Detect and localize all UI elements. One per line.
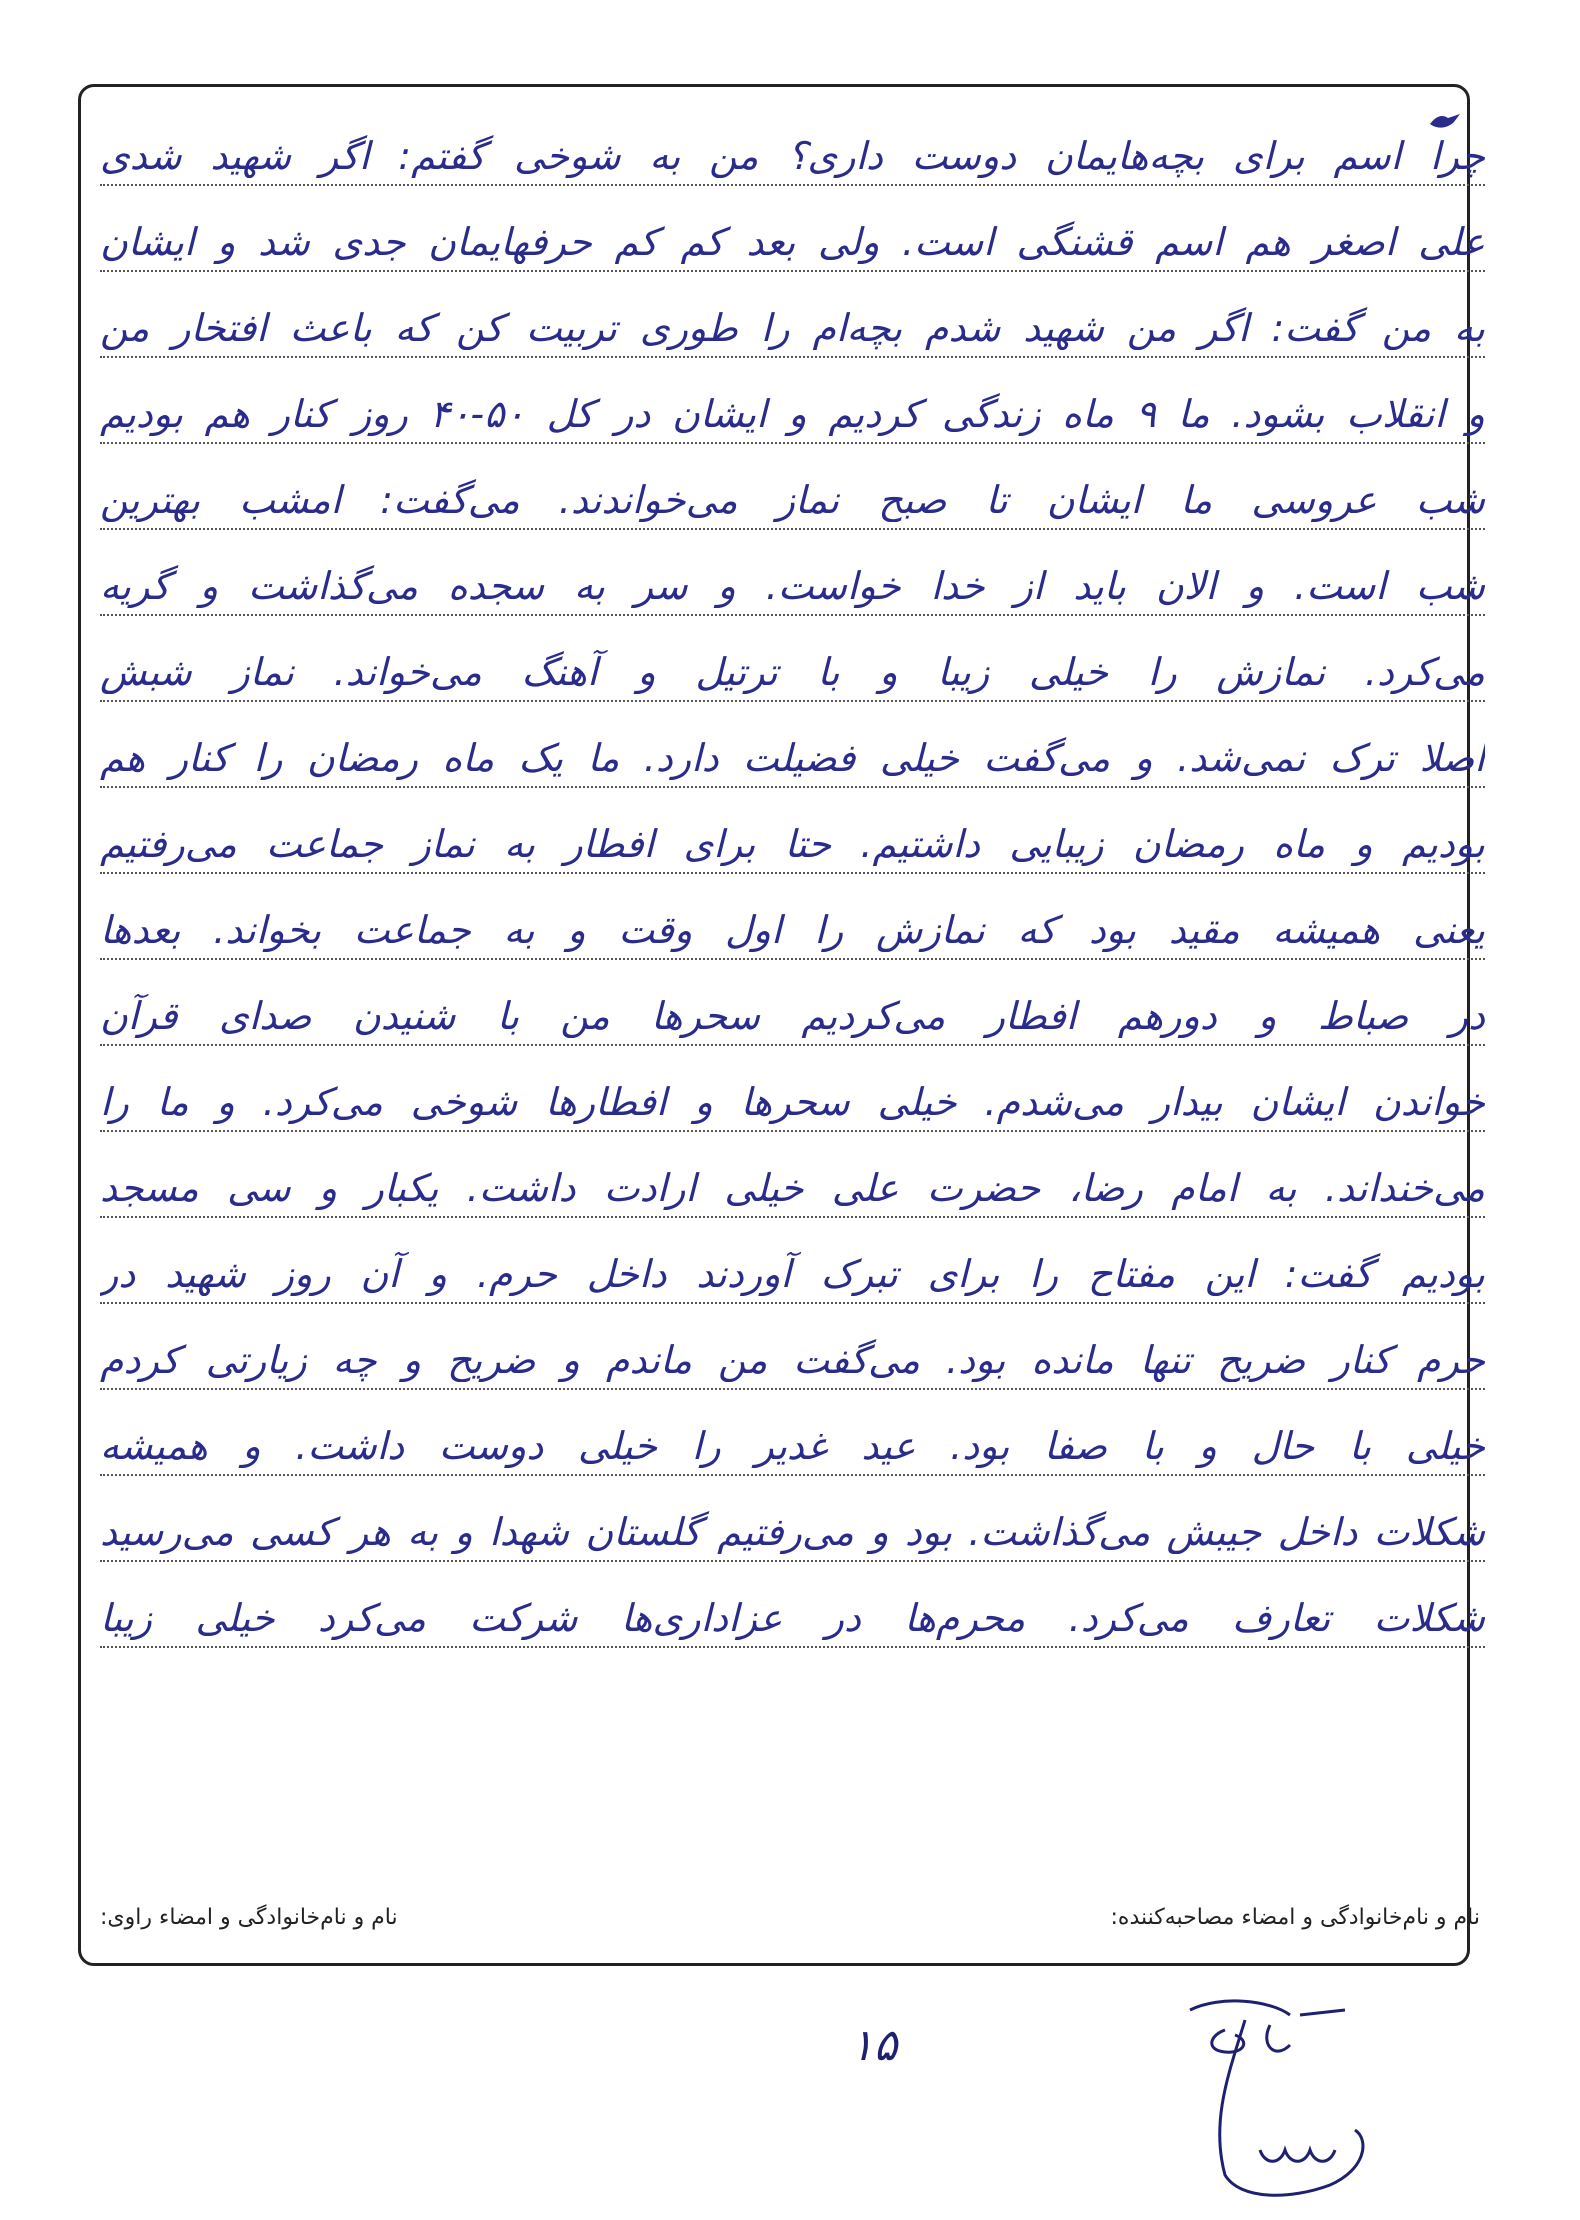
handwritten-line: شب است. و الان باید از خدا خواست. و سر به سجده می‌گذاشت و گریه [100,564,1485,608]
handwritten-line: می‌کرد. نمازش را خیلی زیبا و با ترتیل و آهنگ می‌خواند. نماز شبش [100,650,1485,694]
handwritten-line: شکلات تعارف می‌کرد. محرم‌ها در عزاداری‌ها شرکت می‌کرد خیلی زیبا [100,1596,1485,1640]
handwritten-line: در صباط و دورهم افطار می‌کردیم سحرها من با شنیدن صدای قرآن [100,994,1485,1038]
ruled-line [100,702,1485,788]
ruled-line [100,1562,1485,1648]
handwritten-line: شب عروسی ما ایشان تا صبح نماز می‌خواندند. می‌گفت: امشب بهترین [100,478,1485,522]
ruled-line [100,1390,1485,1476]
narrator-signature-label: نام و نام‌خانوادگی و امضاء راوی: [100,1905,398,1930]
signature-footer [100,1905,1480,1945]
handwritten-line: بودیم و ماه رمضان زیبایی داشتیم. حتا برای افطار به نماز جماعت می‌رفتیم [100,822,1485,866]
ruled-line [100,874,1485,960]
handwritten-line: می‌خنداند. به امام رضا، حضرت علی خیلی ارادت داشت. یکبار و سی مسجد [100,1166,1485,1210]
handwritten-line: خیلی با حال و با صفا بود. عید غدیر را خیلی دوست داشت. و همیشه [100,1424,1485,1468]
handwritten-line: شکلات داخل جیبش می‌گذاشت. بود و می‌رفتیم گلستان شهدا و به هر کسی می‌رسید [100,1510,1485,1554]
handwritten-signature [1150,1990,1390,2205]
interviewer-signature-label: نام و نام‌خانوادگی و امضاء مصاحبه‌کننده: [1110,1905,1480,1930]
ruled-line [100,1218,1485,1304]
handwritten-line: چرا اسم برای بچه‌هایمان دوست داری؟ من به شوخی گفتم: اگر شهید شدی [100,134,1485,178]
ruled-line [100,960,1485,1046]
handwritten-line: علی اصغر هم اسم قشنگی است. ولی بعد کم کم حرفهایمان جدی شد و ایشان [100,220,1485,264]
handwritten-line: اصلا ترک نمی‌شد. و می‌گفت خیلی فضیلت دارد. ما یک ماه رمضان را کنار هم [100,736,1485,780]
ruled-line [100,358,1485,444]
handwritten-line: یعنی همیشه مقید بود که نمازش را اول وقت و به جماعت بخواند. بعدها [100,908,1485,952]
ruled-line [100,1476,1485,1562]
handwritten-line: بودیم گفت: این مفتاح را برای تبرک آوردند داخل حرم. و آن روز شهید در [100,1252,1485,1296]
handwritten-line: به من گفت: اگر من شهید شدم بچه‌ام را طوری تربیت کن که باعث افتخار من [100,306,1485,350]
page-number: ۱۵ [850,2020,898,2071]
ruled-line [100,788,1485,874]
ruled-line [100,530,1485,616]
ruled-line [100,100,1485,186]
ruled-line [100,1304,1485,1390]
ruled-line [100,616,1485,702]
handwritten-text-area [100,100,1485,1900]
handwritten-line: حرم کنار ضریح تنها مانده بود. می‌گفت من ماندم و ضریح و چه زیارتی کردم [100,1338,1485,1382]
ruled-line [100,1132,1485,1218]
ruled-line [100,1046,1485,1132]
ruled-line [100,444,1485,530]
handwritten-line: و انقلاب بشود. ما ۹ ماه زندگی کردیم و ایشان در کل ۵۰-۴۰ روز کنار هم بودیم [100,392,1485,436]
ruled-line [100,186,1485,272]
handwritten-line: خواندن ایشان بیدار می‌شدم. خیلی سحرها و افطارها شوخی می‌کرد. و ما را [100,1080,1485,1124]
ruled-line [100,272,1485,358]
